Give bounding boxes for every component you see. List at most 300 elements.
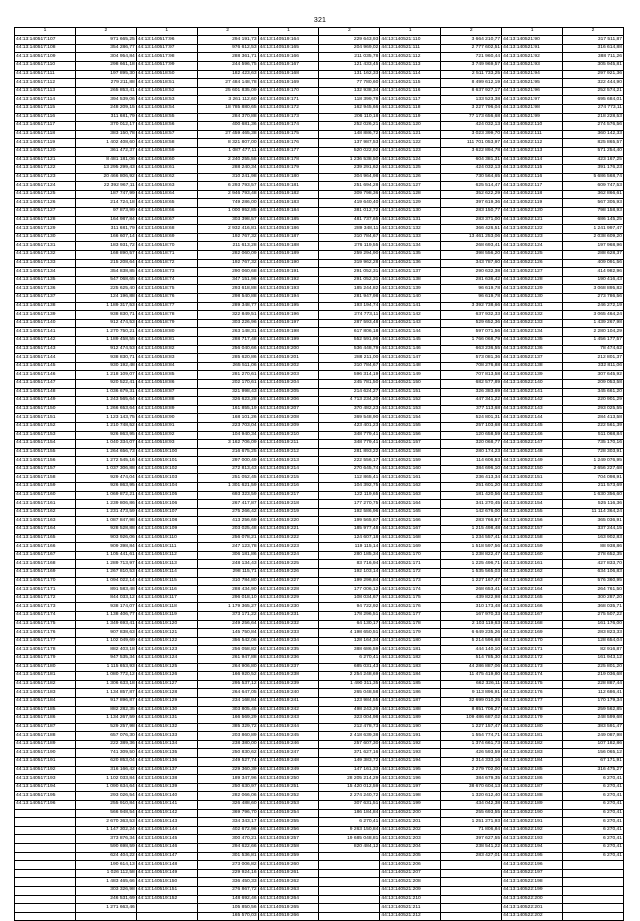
cadastral-number-cell: 44:13:140517:99 (136, 61, 197, 70)
cadastral-number-cell: 44:13:140522:162 (502, 569, 563, 578)
cadastral-number-cell: 44:13:140517:109 (15, 53, 76, 62)
cadastral-value-cell: 525 116,36 (563, 500, 624, 509)
cadastral-value-cell: 345 661,20 (563, 388, 624, 397)
cadastral-number-cell: 44:13:140521:141 (380, 302, 441, 311)
cadastral-value-cell: 316 166,42 (75, 766, 136, 775)
cadastral-value-cell: 303 805,45 (197, 706, 258, 715)
cadastral-number-cell: 44:13:140519:262 (258, 878, 319, 887)
cadastral-value-cell: 168 101,26 (197, 414, 258, 423)
cadastral-number-cell: 44:13:140517:180 (15, 663, 76, 672)
cadastral-value-cell: 77 173 656,68 (441, 113, 502, 122)
cadastral-number-cell: 44:13:140519:247 (258, 749, 319, 758)
cadastral-number-cell: 44:13:140519:212 (258, 448, 319, 457)
cadastral-value-cell: 218 228,53 (563, 113, 624, 122)
cadastral-number-cell: 44:13:140521:170 (380, 551, 441, 560)
cadastral-number-cell: 44:13:140521:134 (380, 242, 441, 251)
cadastral-value-cell: 268 653,41 (441, 586, 502, 595)
cadastral-value-cell: 281 893,22 (319, 448, 380, 457)
cadastral-number-cell: 44:13:140519:101 (136, 457, 197, 466)
cadastral-value-cell: 128 654,04 (563, 637, 624, 646)
cadastral-value-cell: 190 614,13 (75, 861, 136, 870)
cadastral-value-cell: 121 433,45 (319, 61, 380, 70)
cadastral-number-cell: 44:13:140522:160 (502, 551, 563, 560)
cadastral-value-cell: 319 962,28 (319, 259, 380, 268)
cadastral-value-cell: 2 274 240,72 (319, 792, 380, 801)
cadastral-number-cell: 44:13:140519:179 (258, 165, 319, 174)
cadastral-number-cell: 44:13:140519:116 (136, 586, 197, 595)
cadastral-number-cell: 44:13:140517:135 (15, 276, 76, 285)
cadastral-value-cell: 27 459 465,38 (197, 130, 258, 139)
cadastral-number-cell: 44:13:140519:196 (258, 311, 319, 320)
table-row (15, 431, 624, 440)
cadastral-number-cell: 44:13:140518:61 (136, 165, 197, 174)
cadastral-value-cell: 288 717,48 (197, 336, 258, 345)
cadastral-value-cell: 624 404,22 (75, 852, 136, 861)
cadastral-number-cell: 44:13:140518:51 (136, 79, 197, 88)
cadastral-number-cell: 44:13:140517:153 (15, 431, 76, 440)
cadastral-number-cell: 44:13:140519:175 (258, 130, 319, 139)
cadastral-number-cell: 44:13:140522:144 (502, 414, 563, 423)
table-row (15, 113, 624, 122)
cadastral-value-cell: 281 636,42 (441, 276, 502, 285)
cadastral-value-cell: 219 036,68 (563, 672, 624, 681)
cadastral-number-cell: 44:13:140518:56 (136, 122, 197, 131)
cadastral-number-cell: 44:13:140522:142 (502, 397, 563, 406)
cadastral-number-cell: 44:13:140519:245 (258, 732, 319, 741)
cadastral-value-cell: 1 301 621,59 (197, 483, 258, 492)
cadastral-value-cell: 252 574,21 (563, 87, 624, 96)
cadastral-value-cell: 337 244,15 (563, 526, 624, 535)
cadastral-value-cell: 1 234 557,41 (441, 534, 502, 543)
cadastral-value-cell: 971 665,25 (75, 36, 136, 45)
cadastral-value-cell: 370 012,17 (75, 122, 136, 131)
cadastral-value-cell: 283 823,33 (563, 629, 624, 638)
cadastral-value-cell: 310 784,67 (319, 362, 380, 371)
cadastral-value-cell: 360 142,33 (563, 130, 624, 139)
cadastral-number-cell: 44:13:140517:172 (15, 594, 76, 603)
cadastral-value-cell: 1 266 653,64 (75, 405, 136, 414)
cadastral-number-cell: 44:13:140517:141 (15, 328, 76, 337)
table-row (15, 620, 624, 629)
cadastral-number-cell: 44:13:140521:133 (380, 233, 441, 242)
cadastral-number-cell: 44:13:140519:182 (258, 190, 319, 199)
cadastral-number-cell: 44:13:140517:138 (15, 302, 76, 311)
cadastral-number-cell: 44:13:140521:95 (502, 79, 563, 88)
cadastral-number-cell: 44:13:140517:140 (15, 319, 76, 328)
header-code-col-5: 1 (502, 28, 563, 36)
cadastral-value-cell: 397 627,55 (441, 835, 502, 844)
cadastral-number-cell: 44:13:140521:139 (380, 285, 441, 294)
table-row (15, 869, 624, 878)
cadastral-number-cell: 44:13:140519:111 (136, 543, 197, 552)
cadastral-value-cell: 373 876,34 (75, 835, 136, 844)
cadastral-number-cell: 44:13:140517:157 (15, 465, 76, 474)
cadastral-value-cell: 663 236,55 (441, 345, 502, 354)
cadastral-number-cell: 44:13:140521:122 (380, 139, 441, 148)
cadastral-value-cell: 283 150,77 (441, 208, 502, 217)
cadastral-value-cell: 820 484,12 (319, 844, 380, 853)
cadastral-number-cell: 44:13:140518:82 (136, 345, 197, 354)
cadastral-value-cell: 381 012,72 (319, 208, 380, 217)
cadastral-number-cell: 44:13:140518:79 (136, 319, 197, 328)
cadastral-value-cell: 2 279 702,00 (441, 766, 502, 775)
table-row (15, 672, 624, 681)
cadastral-value-cell: 294 191,73 (197, 36, 258, 45)
cadastral-value-cell: 1 241 997,47 (563, 225, 624, 234)
cadastral-value-cell: 707 813,58 (441, 371, 502, 380)
cadastral-value-cell: 82 916,87 (563, 646, 624, 655)
cadastral-value-cell: 119 115,14 (319, 543, 380, 552)
cadastral-number-cell: 44:13:140521:187 (380, 697, 441, 706)
cadastral-number-cell: 44:13:140521:210 (380, 895, 441, 904)
cadastral-number-cell: 44:13:140519:144 (136, 826, 197, 835)
cadastral-number-cell: 44:13:140522:175 (502, 680, 563, 689)
cadastral-number-cell: 44:13:140517:145 (15, 362, 76, 371)
cadastral-number-cell: 44:13:140522:192 (502, 826, 563, 835)
cadastral-value-cell (319, 895, 380, 904)
table-row (15, 680, 624, 689)
cadastral-value-cell: 728 303,91 (563, 448, 624, 457)
cadastral-value-cell: 276 867,72 (197, 886, 258, 895)
cadastral-number-cell: 44:13:140521:128 (380, 190, 441, 199)
cadastral-value-cell: 247 123,78 (197, 543, 258, 552)
cadastral-value-cell: 112 686,41 (563, 689, 624, 698)
cadastral-number-cell: 44:13:140519:190 (258, 259, 319, 268)
cadastral-value-cell: 1 123 143,75 (75, 414, 136, 423)
cadastral-number-cell: 44:13:140517:121 (15, 156, 76, 165)
table-row (15, 534, 624, 543)
cadastral-number-cell: 44:13:140518:53 (136, 96, 197, 105)
cadastral-number-cell: 44:13:140522:127 (502, 268, 563, 277)
cadastral-value-cell: 3 227 796,04 (441, 104, 502, 113)
cadastral-value-cell: 8 499 612,19 (441, 79, 502, 88)
cadastral-number-cell: 44:13:140519:121 (136, 629, 197, 638)
cadastral-number-cell: 44:13:140522:154 (502, 500, 563, 509)
cadastral-number-cell: 44:13:140519:184 (258, 208, 319, 217)
cadastral-number-cell: 44:13:140519:255 (258, 818, 319, 827)
cadastral-number-cell: 44:13:140519:210 (258, 431, 319, 440)
cadastral-value-cell: 114 606,53 (441, 457, 502, 466)
cadastral-number-cell: 44:13:140517:124 (15, 182, 76, 191)
cadastral-number-cell: 44:13:140517:136 (15, 285, 76, 294)
cadastral-value-cell: 383 150,78 (75, 130, 136, 139)
cadastral-number-cell: 44:13:140517:127 (15, 208, 76, 217)
cadastral-value-cell: 332 811,06 (563, 362, 624, 371)
cadastral-number-cell: 44:13:140517:160 (15, 491, 76, 500)
cadastral-number-cell: 44:13:140519:225 (258, 560, 319, 569)
cadastral-number-cell: 44:13:140519:100 (136, 448, 197, 457)
cadastral-number-cell: 44:13:140517:137 (15, 294, 76, 303)
cadastral-number-cell: 44:13:140522:115 (502, 165, 563, 174)
cadastral-number-cell: 44:13:140521:150 (380, 379, 441, 388)
cadastral-number-cell: 44:13:140518:52 (136, 87, 197, 96)
cadastral-value-cell: 268 693,41 (441, 242, 502, 251)
cadastral-number-cell: 44:13:140519:134 (136, 740, 197, 749)
cadastral-number-cell: 44:13:140521:196 (380, 775, 441, 784)
cadastral-number-cell: 44:13:140521:117 (380, 96, 441, 105)
cadastral-number-cell: 44:13:140522:128 (502, 276, 563, 285)
cadastral-number-cell: 44:13:140519:180 (258, 173, 319, 182)
header-code-col-1: 1 (15, 28, 76, 36)
cadastral-number-cell: 44:13:140517:111 (15, 70, 76, 79)
cadastral-number-cell: 44:13:140522:145 (502, 422, 563, 431)
cadastral-value-cell: 18 785 880,65 (197, 104, 258, 113)
table-row (15, 216, 624, 225)
cadastral-value-cell: 1 026 112,58 (75, 869, 136, 878)
cadastral-number-cell: 44:13:140519:248 (258, 758, 319, 767)
cadastral-value-cell: 1 264 656,73 (75, 448, 136, 457)
cadastral-number-cell: 44:13:140522:194 (502, 844, 563, 853)
cadastral-number-cell: 44:13:140522:152 (502, 483, 563, 492)
cadastral-value-cell: 409 091,56 (563, 259, 624, 268)
cadastral-number-cell: 44:13:140521:189 (380, 715, 441, 724)
cadastral-value-cell: 112 865,41 (319, 474, 380, 483)
cadastral-value-cell: 108 034,67 (319, 594, 380, 603)
cadastral-number-cell: 44:13:140518:92 (136, 431, 197, 440)
cadastral-number-cell: 44:13:140517:184 (15, 697, 76, 706)
cadastral-number-cell: 44:13:140519:204 (258, 379, 319, 388)
cadastral-number-cell (15, 886, 76, 895)
table-row (15, 190, 624, 199)
cadastral-number-cell: 44:13:140519:215 (258, 474, 319, 483)
cadastral-number-cell: 44:13:140519:199 (258, 336, 319, 345)
table-row (15, 526, 624, 535)
cadastral-value-cell: 891 583,48 (75, 586, 136, 595)
cadastral-number-cell: 44:13:140517:115 (15, 104, 76, 113)
cadastral-value-cell: 214 624,27 (319, 388, 380, 397)
cadastral-number-cell: 44:13:140522:123 (502, 233, 563, 242)
cadastral-number-cell (15, 818, 76, 827)
cadastral-value-cell: 285 620,86 (197, 354, 258, 363)
table-row (15, 242, 624, 251)
cadastral-value-cell: 225 801,20 (563, 663, 624, 672)
table-row (15, 70, 624, 79)
cadastral-value-cell: 1 087 477,11 (197, 147, 258, 156)
cadastral-value-cell: 211 613,28 (197, 242, 258, 251)
cadastral-number-cell: 44:13:140521:143 (380, 319, 441, 328)
cadastral-value-cell: 293 026,54 (75, 792, 136, 801)
cadastral-number-cell: 44:13:140518:77 (136, 302, 197, 311)
cadastral-value-cell: 300 287,20 (563, 594, 624, 603)
table-row (15, 259, 624, 268)
cadastral-number-cell: 44:13:140519:195 (258, 302, 319, 311)
cadastral-number-cell: 44:13:140517:188 (15, 732, 76, 741)
cadastral-number-cell: 44:13:140518:66 (136, 208, 197, 217)
cadastral-value-cell: 193 194,74 (319, 302, 380, 311)
cadastral-number-cell: 44:13:140521:179 (380, 629, 441, 638)
cadastral-number-cell: 44:13:140521:205 (380, 852, 441, 861)
cadastral-value-cell: 976 612,53 (197, 44, 258, 53)
cadastral-value-cell: 912 474,53 (75, 319, 136, 328)
table-row (15, 586, 624, 595)
cadastral-number-cell: 44:13:140519:229 (258, 594, 319, 603)
cadastral-value-cell: 844 033,12 (75, 594, 136, 603)
cadastral-number-cell: 44:13:140517:116 (15, 113, 76, 122)
cadastral-value-cell: 571 254,40 (563, 147, 624, 156)
cadastral-number-cell: 44:13:140521:91 (502, 44, 563, 53)
cadastral-value-cell: 426 593,59 (441, 749, 502, 758)
cadastral-value-cell: 276 119,55 (319, 242, 380, 251)
cadastral-number-cell: 44:13:140518:69 (136, 233, 197, 242)
table-row (15, 405, 624, 414)
cadastral-value-cell: 281 270,61 (197, 371, 258, 380)
cadastral-number-cell: 44:13:140519:110 (136, 534, 197, 543)
cadastral-number-cell: 44:13:140518:72 (136, 259, 197, 268)
cadastral-value-cell (563, 895, 624, 904)
cadastral-number-cell: 44:13:140518:67 (136, 216, 197, 225)
cadastral-number-cell: 44:13:140517:122 (15, 165, 76, 174)
cadastral-number-cell: 44:13:140519:221 (258, 526, 319, 535)
cadastral-number-cell: 44:13:140518:89 (136, 405, 197, 414)
cadastral-value-cell: 1 069 872,21 (75, 491, 136, 500)
cadastral-value-cell: 249 256,64 (197, 620, 258, 629)
table-row (15, 465, 624, 474)
cadastral-value-cell: 261 947,88 (197, 654, 258, 663)
cadastral-value-cell: 310 784,80 (197, 577, 258, 586)
cadastral-value-cell: 88 938,86 (563, 543, 624, 552)
cadastral-number-cell: 44:13:140521:119 (380, 113, 441, 122)
cadastral-value-cell: 222 389,36 (75, 740, 136, 749)
cadastral-value-cell: 6 270,41 (563, 809, 624, 818)
cadastral-number-cell: 44:13:140521:165 (380, 508, 441, 517)
cadastral-value-cell: 165 570,03 (197, 912, 258, 921)
cadastral-value-cell: 368 035,71 (563, 603, 624, 612)
cadastral-number-cell: 44:13:140517:170 (15, 577, 76, 586)
cadastral-number-cell: 44:13:140521:147 (380, 354, 441, 363)
table-row (15, 311, 624, 320)
cadastral-number-cell: 44:13:140521:155 (380, 422, 441, 431)
cadastral-value-cell: 256 078,21 (197, 534, 258, 543)
cadastral-number-cell: 44:13:140518:74 (136, 276, 197, 285)
cadastral-value-cell: 413 256,69 (197, 517, 258, 526)
cadastral-number-cell: 44:13:140517:98 (136, 53, 197, 62)
table-row (15, 844, 624, 853)
cadastral-value-cell: 1 080 772,12 (75, 672, 136, 681)
cadastral-value-cell: 316 614,88 (563, 44, 624, 53)
cadastral-value-cell: 917 896,87 (75, 697, 136, 706)
cadastral-value-cell: 131 162,33 (319, 70, 380, 79)
cadastral-number-cell: 44:13:140517:167 (15, 551, 76, 560)
cadastral-value-cell: 192 767,32 (197, 233, 258, 242)
cadastral-number-cell: 44:13:140519:235 (258, 646, 319, 655)
cadastral-number-cell: 44:13:140517:126 (15, 199, 76, 208)
cadastral-value-cell: 1 402 408,60 (75, 139, 136, 148)
cadastral-number-cell (15, 844, 76, 853)
cadastral-number-cell: 44:13:140521:169 (380, 543, 441, 552)
cadastral-value-cell: 13 461 253,06 (441, 233, 502, 242)
cadastral-value-cell: 1 134 857,87 (75, 689, 136, 698)
cadastral-value-cell: 267 417,87 (197, 500, 258, 509)
cadastral-value-cell: 511 068,84 (563, 431, 624, 440)
cadastral-number-cell: 44:13:140517:149 (15, 397, 76, 406)
cadastral-value-cell: 288 211,00 (319, 354, 380, 363)
cadastral-number-cell: 44:13:140518:84 (136, 362, 197, 371)
table-row (15, 276, 624, 285)
table-row (15, 517, 624, 526)
cadastral-number-cell: 44:13:140519:150 (136, 878, 197, 887)
cadastral-number-cell: 44:13:140522:168 (502, 620, 563, 629)
table-row (15, 362, 624, 371)
cadastral-value-cell: 298 115,71 (197, 569, 258, 578)
cadastral-number-cell: 44:13:140519:243 (258, 715, 319, 724)
cadastral-number-cell: 44:13:140517:177 (15, 637, 76, 646)
cadastral-value-cell: 6 649 235,26 (441, 629, 502, 638)
cadastral-value-cell: 309 798,36 (319, 190, 380, 199)
table-row (15, 886, 624, 895)
cadastral-number-cell: 44:13:140519:264 (258, 895, 319, 904)
cadastral-number-cell (15, 878, 76, 887)
cadastral-number-cell: 44:13:140519:176 (258, 139, 319, 148)
cadastral-number-cell: 44:13:140519:213 (258, 457, 319, 466)
cadastral-value-cell: 400 681,36 (197, 122, 258, 131)
cadastral-value-cell: 216 675,25 (197, 448, 258, 457)
cadastral-number-cell: 44:13:140517:156 (15, 457, 76, 466)
cadastral-number-cell (15, 852, 76, 861)
cadastral-number-cell: 44:13:140519:251 (258, 783, 319, 792)
cadastral-value-cell: 187 747,99 (75, 190, 136, 199)
cadastral-number-cell: 44:13:140521:158 (380, 448, 441, 457)
cadastral-number-cell: 44:13:140519:202 (258, 362, 319, 371)
table-row (15, 87, 624, 96)
cadastral-number-cell: 44:13:140521:148 (380, 362, 441, 371)
table-row (15, 53, 624, 62)
cadastral-value-cell: 938 174,07 (75, 603, 136, 612)
cadastral-value-cell (319, 861, 380, 870)
cadastral-value-cell: 104 940,34 (197, 431, 258, 440)
table-row (15, 440, 624, 449)
cadastral-number-cell (136, 912, 197, 921)
table-row (15, 251, 624, 260)
cadastral-number-cell: 44:13:140519:238 (258, 672, 319, 681)
cadastral-number-cell: 44:13:140521:131 (380, 216, 441, 225)
cadastral-number-cell: 44:13:140519:174 (258, 122, 319, 131)
cadastral-value-cell: 1 267 810,53 (75, 569, 136, 578)
cadastral-value-cell: 348 779,41 (319, 431, 380, 440)
cadastral-value-cell: 289 348,77 (197, 302, 258, 311)
cadastral-number-cell: 44:13:140519:193 (258, 285, 319, 294)
cadastral-value-cell: 388 711,26 (563, 53, 624, 62)
table-row (15, 895, 624, 904)
table-row (15, 36, 624, 45)
cadastral-number-cell: 44:13:140519:108 (136, 517, 197, 526)
cadastral-number-cell: 44:13:140521:212 (380, 912, 441, 921)
table-row (15, 483, 624, 492)
cadastral-value-cell: 97 873,99 (75, 208, 136, 217)
cadastral-value-cell: 305 945,81 (563, 61, 624, 70)
cadastral-value-cell: 6 270,41 (319, 654, 380, 663)
cadastral-number-cell: 44:13:140521:182 (380, 654, 441, 663)
cadastral-number-cell: 44:13:140521:140 (380, 294, 441, 303)
cadastral-value-table (14, 27, 624, 921)
cadastral-value-cell: 28 205 214,29 (319, 775, 380, 784)
cadastral-value-cell: 947 535,34 (75, 654, 136, 663)
cadastral-value-cell: 287 593,48 (319, 319, 380, 328)
cadastral-value-cell: 248 599,68 (563, 715, 624, 724)
cadastral-number-cell: 44:13:140519:256 (258, 826, 319, 835)
cadastral-value-cell: 306 181,86 (197, 551, 258, 560)
cadastral-value-cell: 282 066,06 (197, 792, 258, 801)
cadastral-value-cell: 118 399,78 (319, 96, 380, 105)
cadastral-value-cell: 3 622 894,78 (441, 147, 502, 156)
cadastral-value-cell: 303 398,57 (197, 216, 258, 225)
cadastral-value-cell: 248 134,43 (197, 560, 258, 569)
cadastral-number-cell: 44:13:140522:157 (502, 526, 563, 535)
cadastral-number-cell: 44:13:140521:111 (380, 44, 441, 53)
cadastral-number-cell: 44:13:140521:197 (380, 783, 441, 792)
cadastral-value-cell: 365 036,91 (563, 517, 624, 526)
cadastral-value-cell: 1 227 157,47 (441, 723, 502, 732)
cadastral-number-cell: 44:13:140521:153 (380, 405, 441, 414)
